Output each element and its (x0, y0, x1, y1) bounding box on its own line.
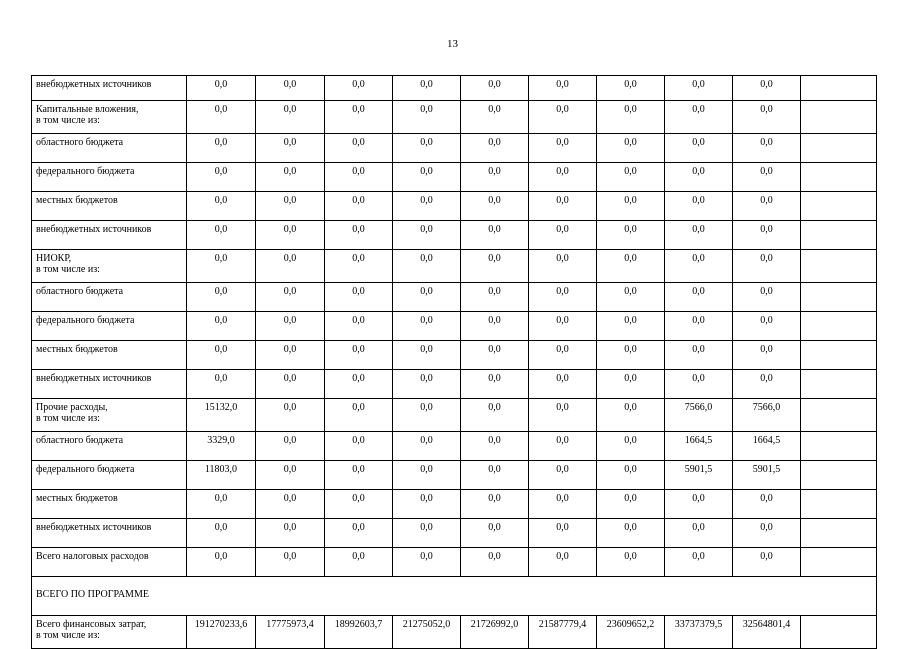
value-cell: 0,0 (733, 101, 801, 134)
value-cell: 0,0 (597, 250, 665, 283)
total-value-cell: 17775973,4 (256, 616, 325, 649)
value-cell: 0,0 (256, 519, 325, 548)
value-cell: 0,0 (256, 250, 325, 283)
empty-cell (801, 250, 877, 283)
value-cell: 0,0 (665, 519, 733, 548)
row-label: внебюджетных источников (32, 519, 187, 548)
value-cell: 0,0 (393, 548, 461, 577)
value-cell: 1664,5 (733, 432, 801, 461)
empty-cell (801, 519, 877, 548)
table-row (32, 134, 877, 163)
empty-cell (801, 134, 877, 163)
total-value-cell: 18992603,7 (325, 616, 393, 649)
empty-cell (801, 490, 877, 519)
value-cell: 5901,5 (733, 461, 801, 490)
empty-cell (801, 163, 877, 192)
value-cell: 0,0 (187, 312, 256, 341)
total-row-label: Всего финансовых затрат, в том числе из: (32, 616, 187, 649)
value-cell: 0,0 (665, 101, 733, 134)
table-row (32, 490, 877, 519)
empty-cell (801, 432, 877, 461)
value-cell: 0,0 (461, 76, 529, 101)
value-cell: 0,0 (597, 548, 665, 577)
value-cell: 0,0 (393, 192, 461, 221)
value-cell: 0,0 (393, 101, 461, 134)
value-cell: 0,0 (597, 101, 665, 134)
value-cell: 0,0 (597, 370, 665, 399)
value-cell: 0,0 (187, 548, 256, 577)
total-value-cell: 33737379,5 (665, 616, 733, 649)
value-cell: 0,0 (187, 250, 256, 283)
empty-cell (801, 370, 877, 399)
value-cell: 0,0 (393, 250, 461, 283)
value-cell: 0,0 (461, 490, 529, 519)
total-value-cell: 191270233,6 (187, 616, 256, 649)
value-cell: 0,0 (597, 134, 665, 163)
value-cell: 0,0 (733, 192, 801, 221)
value-cell: 11803,0 (187, 461, 256, 490)
value-cell: 0,0 (597, 76, 665, 101)
value-cell: 0,0 (256, 490, 325, 519)
value-cell: 0,0 (461, 283, 529, 312)
value-cell: 0,0 (256, 192, 325, 221)
value-cell: 1664,5 (665, 432, 733, 461)
empty-cell (801, 76, 877, 101)
value-cell: 0,0 (325, 461, 393, 490)
value-cell: 0,0 (256, 76, 325, 101)
value-cell: 0,0 (187, 519, 256, 548)
value-cell: 0,0 (597, 490, 665, 519)
value-cell: 0,0 (733, 76, 801, 101)
value-cell: 0,0 (325, 134, 393, 163)
value-cell: 0,0 (529, 250, 597, 283)
value-cell: 0,0 (393, 76, 461, 101)
value-cell: 0,0 (597, 432, 665, 461)
row-label: местных бюджетов (32, 490, 187, 519)
value-cell: 0,0 (393, 399, 461, 432)
value-cell: 0,0 (393, 134, 461, 163)
row-label: внебюджетных источников (32, 76, 187, 101)
empty-cell (801, 461, 877, 490)
value-cell: 0,0 (529, 341, 597, 370)
total-value-cell: 21726992,0 (461, 616, 529, 649)
table-row (32, 341, 877, 370)
value-cell: 0,0 (393, 370, 461, 399)
value-cell: 0,0 (597, 461, 665, 490)
value-cell: 0,0 (393, 490, 461, 519)
value-cell: 0,0 (733, 283, 801, 312)
value-cell: 0,0 (461, 250, 529, 283)
value-cell: 0,0 (325, 163, 393, 192)
value-cell: 0,0 (597, 312, 665, 341)
value-cell: 0,0 (325, 370, 393, 399)
value-cell: 0,0 (325, 101, 393, 134)
value-cell: 0,0 (529, 76, 597, 101)
table-row (32, 461, 877, 490)
value-cell: 0,0 (256, 399, 325, 432)
table-row (32, 163, 877, 192)
empty-cell (801, 616, 877, 649)
value-cell: 0,0 (393, 432, 461, 461)
value-cell: 0,0 (529, 461, 597, 490)
value-cell: 0,0 (187, 490, 256, 519)
value-cell: 0,0 (529, 548, 597, 577)
value-cell: 0,0 (733, 221, 801, 250)
value-cell: 0,0 (665, 76, 733, 101)
value-cell: 0,0 (256, 101, 325, 134)
value-cell: 0,0 (733, 163, 801, 192)
table-body (32, 76, 877, 649)
value-cell: 0,0 (461, 370, 529, 399)
empty-cell (801, 101, 877, 134)
value-cell: 0,0 (529, 192, 597, 221)
value-cell: 0,0 (187, 163, 256, 192)
value-cell: 0,0 (325, 312, 393, 341)
empty-cell (801, 548, 877, 577)
value-cell: 0,0 (325, 250, 393, 283)
row-label: местных бюджетов (32, 192, 187, 221)
value-cell: 0,0 (665, 163, 733, 192)
value-cell: 0,0 (461, 341, 529, 370)
row-label: внебюджетных источников (32, 370, 187, 399)
value-cell: 0,0 (461, 399, 529, 432)
value-cell: 0,0 (187, 283, 256, 312)
value-cell: 0,0 (256, 341, 325, 370)
total-value-cell: 21275052,0 (393, 616, 461, 649)
value-cell: 0,0 (256, 221, 325, 250)
value-cell: 0,0 (665, 370, 733, 399)
total-value-cell: 23609652,2 (597, 616, 665, 649)
value-cell: 0,0 (665, 341, 733, 370)
value-cell: 0,0 (325, 192, 393, 221)
value-cell: 0,0 (256, 548, 325, 577)
value-cell: 0,0 (665, 250, 733, 283)
value-cell: 0,0 (597, 399, 665, 432)
value-cell: 0,0 (256, 432, 325, 461)
value-cell: 0,0 (187, 370, 256, 399)
value-cell: 5901,5 (665, 461, 733, 490)
table-row (32, 76, 877, 101)
value-cell: 0,0 (187, 221, 256, 250)
table-row (32, 399, 877, 432)
value-cell: 0,0 (256, 370, 325, 399)
value-cell: 0,0 (665, 548, 733, 577)
financing-table (31, 75, 877, 649)
value-cell: 0,0 (393, 519, 461, 548)
value-cell: 0,0 (597, 163, 665, 192)
value-cell: 0,0 (393, 461, 461, 490)
value-cell: 0,0 (393, 163, 461, 192)
table-row (32, 432, 877, 461)
total-value-cell: 21587779,4 (529, 616, 597, 649)
row-label: федерального бюджета (32, 461, 187, 490)
empty-cell (801, 341, 877, 370)
table-row (32, 370, 877, 399)
row-label: областного бюджета (32, 134, 187, 163)
value-cell: 0,0 (665, 312, 733, 341)
value-cell: 0,0 (529, 283, 597, 312)
value-cell: 0,0 (187, 192, 256, 221)
value-cell: 0,0 (529, 163, 597, 192)
value-cell: 0,0 (529, 221, 597, 250)
value-cell: 0,0 (325, 76, 393, 101)
value-cell: 0,0 (393, 221, 461, 250)
value-cell: 7566,0 (733, 399, 801, 432)
value-cell: 0,0 (597, 519, 665, 548)
value-cell: 0,0 (187, 76, 256, 101)
table-row (32, 192, 877, 221)
row-label: областного бюджета (32, 432, 187, 461)
empty-cell (801, 283, 877, 312)
empty-cell (801, 399, 877, 432)
row-label: федерального бюджета (32, 312, 187, 341)
value-cell: 0,0 (461, 101, 529, 134)
value-cell: 0,0 (187, 134, 256, 163)
value-cell: 0,0 (325, 490, 393, 519)
value-cell: 0,0 (529, 490, 597, 519)
value-cell: 0,0 (256, 163, 325, 192)
row-label: федерального бюджета (32, 163, 187, 192)
value-cell: 0,0 (461, 461, 529, 490)
value-cell: 0,0 (461, 432, 529, 461)
value-cell: 0,0 (665, 221, 733, 250)
value-cell: 0,0 (393, 283, 461, 312)
value-cell: 0,0 (597, 192, 665, 221)
value-cell: 0,0 (733, 370, 801, 399)
table-row (32, 250, 877, 283)
empty-cell (801, 312, 877, 341)
value-cell: 0,0 (256, 461, 325, 490)
value-cell: 0,0 (665, 283, 733, 312)
value-cell: 0,0 (733, 312, 801, 341)
row-label: Прочие расходы, в том числе из: (32, 399, 187, 432)
value-cell: 0,0 (733, 341, 801, 370)
value-cell: 0,0 (325, 519, 393, 548)
table-row (32, 312, 877, 341)
table-row (32, 101, 877, 134)
empty-cell (801, 192, 877, 221)
value-cell: 0,0 (529, 432, 597, 461)
value-cell: 0,0 (529, 519, 597, 548)
value-cell: 0,0 (461, 134, 529, 163)
value-cell: 0,0 (461, 519, 529, 548)
value-cell: 15132,0 (187, 399, 256, 432)
value-cell: 0,0 (325, 399, 393, 432)
row-label: местных бюджетов (32, 341, 187, 370)
value-cell: 3329,0 (187, 432, 256, 461)
value-cell: 0,0 (393, 341, 461, 370)
value-cell: 0,0 (665, 490, 733, 519)
value-cell: 7566,0 (665, 399, 733, 432)
value-cell: 0,0 (461, 192, 529, 221)
value-cell: 0,0 (325, 221, 393, 250)
value-cell: 0,0 (256, 134, 325, 163)
value-cell: 0,0 (733, 134, 801, 163)
section-row (32, 577, 877, 616)
value-cell: 0,0 (325, 341, 393, 370)
value-cell: 0,0 (187, 101, 256, 134)
empty-cell (801, 221, 877, 250)
value-cell: 0,0 (529, 399, 597, 432)
row-label: НИОКР, в том числе из: (32, 250, 187, 283)
row-label: Капитальные вложения, в том числе из: (32, 101, 187, 134)
value-cell: 0,0 (529, 312, 597, 341)
value-cell: 0,0 (733, 250, 801, 283)
value-cell: 0,0 (665, 134, 733, 163)
value-cell: 0,0 (325, 283, 393, 312)
row-label: внебюджетных источников (32, 221, 187, 250)
value-cell: 0,0 (461, 312, 529, 341)
value-cell: 0,0 (665, 192, 733, 221)
value-cell: 0,0 (461, 163, 529, 192)
value-cell: 0,0 (325, 548, 393, 577)
value-cell: 0,0 (461, 548, 529, 577)
value-cell: 0,0 (733, 490, 801, 519)
row-label: Всего налоговых расходов (32, 548, 187, 577)
table-row (32, 548, 877, 577)
row-label: областного бюджета (32, 283, 187, 312)
table-row (32, 283, 877, 312)
value-cell: 0,0 (597, 283, 665, 312)
value-cell: 0,0 (325, 432, 393, 461)
table-row (32, 519, 877, 548)
value-cell: 0,0 (256, 283, 325, 312)
value-cell: 0,0 (529, 101, 597, 134)
total-value-cell: 32564801,4 (733, 616, 801, 649)
total-row (32, 616, 877, 649)
value-cell: 0,0 (733, 548, 801, 577)
table-row (32, 221, 877, 250)
value-cell: 0,0 (597, 341, 665, 370)
page-number: 13 (447, 38, 458, 50)
value-cell: 0,0 (733, 519, 801, 548)
value-cell: 0,0 (256, 312, 325, 341)
value-cell: 0,0 (393, 312, 461, 341)
value-cell: 0,0 (597, 221, 665, 250)
section-title: ВСЕГО ПО ПРОГРАММЕ (32, 577, 877, 616)
value-cell: 0,0 (187, 341, 256, 370)
value-cell: 0,0 (529, 134, 597, 163)
value-cell: 0,0 (529, 370, 597, 399)
value-cell: 0,0 (461, 221, 529, 250)
